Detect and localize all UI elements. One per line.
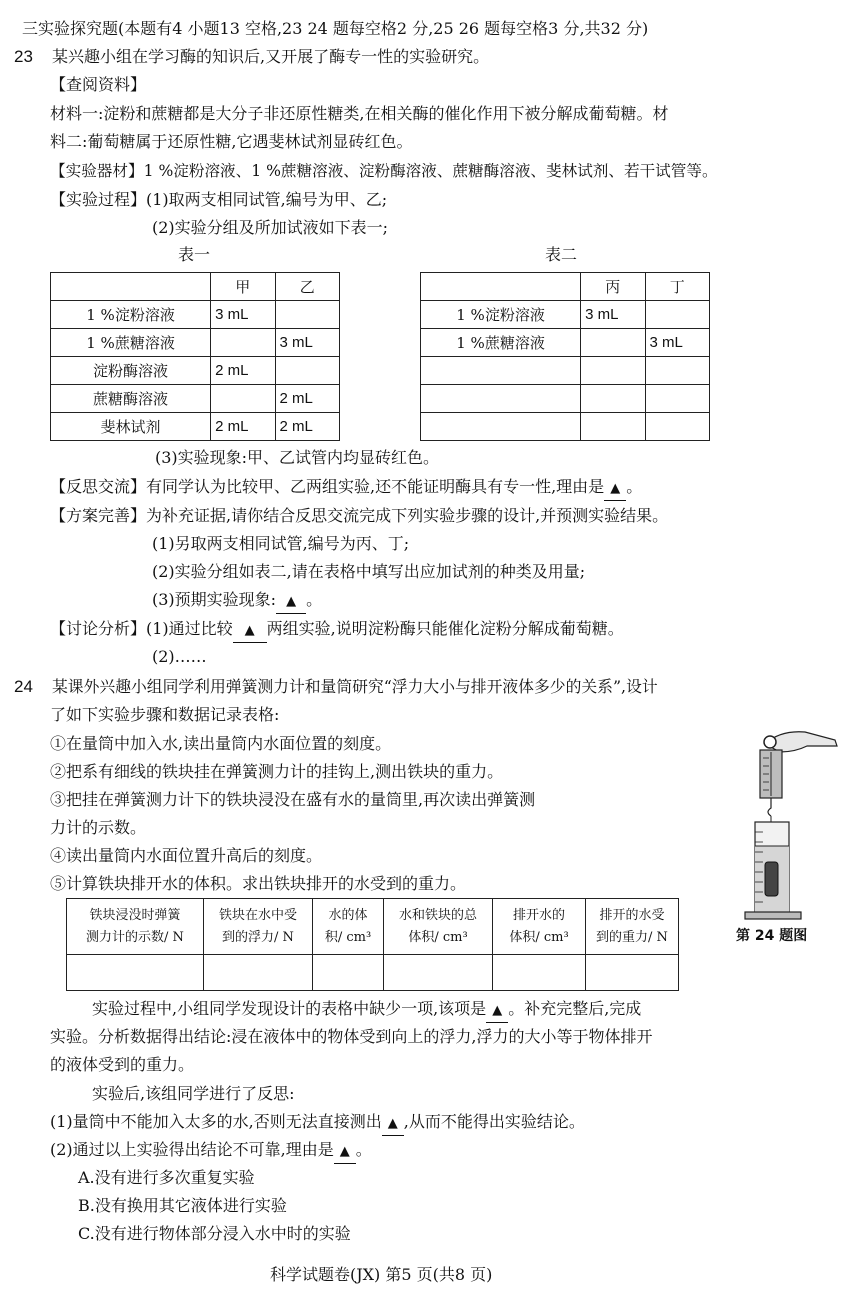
table-cell bbox=[421, 385, 581, 413]
table-cell bbox=[581, 357, 645, 385]
header-line: 铁块在水中受 bbox=[218, 907, 297, 923]
table-row bbox=[51, 385, 340, 413]
table-cell bbox=[211, 385, 275, 413]
table-cell bbox=[645, 357, 709, 385]
answer-blank[interactable] bbox=[276, 591, 306, 614]
table1-header-yi: 乙 bbox=[275, 273, 339, 301]
header-line: 到的重力/ N bbox=[596, 929, 668, 945]
table-cell[interactable] bbox=[313, 955, 384, 991]
header-cell bbox=[384, 899, 493, 955]
q24-step1: ①在量筒中加入水,读出量筒内水面位置的刻度。 bbox=[50, 734, 392, 753]
answer-blank[interactable] bbox=[382, 1113, 404, 1136]
header-line: 排开水的 bbox=[512, 907, 565, 923]
table-row bbox=[51, 357, 340, 385]
table-cell[interactable] bbox=[204, 955, 313, 991]
q24-reflect2-end: 。 bbox=[355, 1140, 372, 1159]
table-cell bbox=[421, 413, 581, 441]
table-cell bbox=[275, 357, 339, 385]
table-cell: 2 mL bbox=[211, 413, 275, 441]
q24-para1b: 实验。分析数据得出结论:浸在液体中的物体受到向上的浮力,浮力的大小等于物体排开 bbox=[50, 1027, 653, 1046]
header-line: 到的浮力/ N bbox=[222, 929, 294, 945]
spring-scale-cylinder-figure bbox=[725, 722, 850, 922]
triangle-mark-icon: ▲ bbox=[492, 1003, 503, 1018]
table-cell: 1 %蔗糖溶液 bbox=[51, 329, 211, 357]
table-cell: 3 mL bbox=[581, 301, 645, 329]
table-cell[interactable] bbox=[493, 955, 586, 991]
q24-reflect1-text: (1)量筒中不能加入太多的水,否则无法直接测出 bbox=[50, 1112, 382, 1131]
q24-reflect2 bbox=[50, 1139, 372, 1164]
table-cell: 1 %淀粉溶液 bbox=[421, 301, 581, 329]
option-c[interactable]: C.没有进行物体部分浸入水中时的实验 bbox=[78, 1224, 351, 1243]
table-cell: 2 mL bbox=[275, 385, 339, 413]
table-cell: 2 mL bbox=[211, 357, 275, 385]
q24-para1a bbox=[92, 998, 641, 1023]
q23-process3: (3)实验现象:甲、乙试管内均显砖红色。 bbox=[155, 448, 440, 467]
table-cell: 斐林试剂 bbox=[51, 413, 211, 441]
table-one bbox=[50, 272, 340, 441]
table-cell: 1 %淀粉溶液 bbox=[51, 301, 211, 329]
table-cell: 3 mL bbox=[211, 301, 275, 329]
section-header: 三实验探究题(本题有4 小题13 空格,23 24 题每空格2 分,25 26 题每空格3 分,共32 分) bbox=[22, 19, 649, 38]
table-cell bbox=[645, 301, 709, 329]
q24-step3b: 力计的示数。 bbox=[50, 818, 147, 837]
table2-header-bing: 丙 bbox=[581, 273, 645, 301]
q24-reflect1 bbox=[50, 1111, 585, 1136]
q23-process2: (2)实验分组及所加试液如下表一; bbox=[152, 218, 389, 237]
header-line: 测力计的示数/ N bbox=[86, 929, 184, 945]
q23-plan2: (2)实验分组如表二,请在表格中填写出应加试剂的种类及用量; bbox=[152, 562, 586, 581]
q24-reflect1-text2: ,从而不能得出实验结论。 bbox=[403, 1112, 585, 1131]
triangle-mark-icon: ▲ bbox=[610, 481, 621, 496]
answer-blank[interactable] bbox=[486, 1000, 508, 1023]
q23-plan3-end: 。 bbox=[306, 590, 323, 609]
q24-step3a: ③把挂在弹簧测力计下的铁块浸没在盛有水的量筒里,再次读出弹簧测 bbox=[50, 790, 536, 809]
q24-para2: 实验后,该组同学进行了反思: bbox=[92, 1084, 295, 1103]
q23-material1a: 材料一:淀粉和蔗糖都是大分子非还原性糖类,在相关酶的催化作用下被分解成葡萄糖。材 bbox=[50, 104, 669, 123]
table1-title: 表一 bbox=[178, 245, 211, 264]
answer-blank[interactable] bbox=[233, 620, 267, 643]
table-row bbox=[51, 413, 340, 441]
page-footer: 科学试题卷(JX) 第5 页(共8 页) bbox=[270, 1265, 493, 1284]
answer-blank[interactable] bbox=[334, 1141, 356, 1164]
table-row bbox=[421, 357, 710, 385]
table1-header-blank bbox=[51, 273, 211, 301]
q23-reflect-text: 【反思交流】有同学认为比较甲、乙两组实验,还不能证明酶具有专一性,理由是 bbox=[50, 477, 605, 496]
triangle-mark-icon: ▲ bbox=[339, 1144, 350, 1159]
header-line: 水和铁块的总 bbox=[398, 907, 477, 923]
triangle-mark-icon: ▲ bbox=[286, 594, 297, 609]
header-cell bbox=[493, 899, 586, 955]
q23-plan3-text: (3)预期实验现象: bbox=[152, 590, 277, 609]
table-row bbox=[421, 301, 710, 329]
q23-intro: 某兴趣小组在学习酶的知识后,又开展了酶专一性的实验研究。 bbox=[52, 47, 490, 66]
q24-para1a-text: 实验过程中,小组同学发现设计的表格中缺少一项,该项是 bbox=[92, 999, 487, 1018]
q24-step2: ②把系有细线的铁块挂在弹簧测力计的挂钩上,测出铁块的重力。 bbox=[50, 762, 504, 781]
header-cell bbox=[67, 899, 204, 955]
answer-blank[interactable] bbox=[604, 478, 626, 501]
q23-plan1: (1)另取两支相同试管,编号为丙、丁; bbox=[152, 534, 410, 553]
question-number-23: 23 bbox=[14, 47, 33, 66]
header-cell bbox=[204, 899, 313, 955]
q23-reflect-end: 。 bbox=[626, 477, 643, 496]
header-line: 体积/ cm³ bbox=[408, 929, 468, 945]
table-cell: 2 mL bbox=[275, 413, 339, 441]
table-row bbox=[51, 329, 340, 357]
q23-material1b: 料二:葡萄糖属于还原性糖,它遇斐林试剂显砖红色。 bbox=[50, 132, 413, 151]
triangle-mark-icon: ▲ bbox=[244, 623, 255, 638]
header-cell bbox=[586, 899, 679, 955]
q24-step5: ⑤计算铁块排开水的体积。求出铁块排开的水受到的重力。 bbox=[50, 874, 467, 893]
table-cell bbox=[645, 413, 709, 441]
question-number-24: 24 bbox=[14, 677, 33, 696]
header-line: 积/ cm³ bbox=[324, 929, 372, 945]
table-row bbox=[51, 301, 340, 329]
option-b[interactable]: B.没有换用其它液体进行实验 bbox=[78, 1196, 287, 1215]
table-cell bbox=[421, 357, 581, 385]
table1-header-jia: 甲 bbox=[211, 273, 275, 301]
table-row bbox=[421, 329, 710, 357]
header-cell bbox=[313, 899, 384, 955]
table-cell bbox=[275, 301, 339, 329]
q23-process1: 【实验过程】(1)取两支相同试管,编号为甲、乙; bbox=[50, 190, 388, 209]
table-cell: 蔗糖酶溶液 bbox=[51, 385, 211, 413]
table-two bbox=[420, 272, 710, 441]
q24-step4: ④读出量筒内水面位置升高后的刻度。 bbox=[50, 846, 323, 865]
q24-reflect2-text: (2)通过以上实验得出结论不可靠,理由是 bbox=[50, 1140, 334, 1159]
q23-discuss2: (2)…… bbox=[152, 647, 207, 666]
q24-para1a-text2: 。补充完整后,完成 bbox=[508, 999, 642, 1018]
table-cell: 1 %蔗糖溶液 bbox=[421, 329, 581, 357]
figure-caption: 第 24 题图 bbox=[736, 928, 808, 944]
q24-intro-b: 了如下实验步骤和数据记录表格: bbox=[50, 705, 280, 724]
table2-header-ding: 丁 bbox=[645, 273, 709, 301]
q23-plan: 【方案完善】为补充证据,请你结合反思交流完成下列实验步骤的设计,并预测实验结果。 bbox=[50, 506, 669, 525]
header-line: 体积/ cm³ bbox=[509, 929, 569, 945]
q23-discuss bbox=[50, 618, 624, 643]
table-cell: 3 mL bbox=[275, 329, 339, 357]
table-cell: 淀粉酶溶液 bbox=[51, 357, 211, 385]
q23-reflect bbox=[50, 476, 642, 501]
table-row bbox=[67, 955, 679, 991]
q24-para1c: 的液体受到的重力。 bbox=[50, 1055, 195, 1074]
header-line: 铁块浸没时弹簧 bbox=[89, 907, 181, 923]
table-cell bbox=[645, 385, 709, 413]
table-cell: 3 mL bbox=[645, 329, 709, 357]
table-cell bbox=[581, 413, 645, 441]
q23-discuss-text: 【讨论分析】(1)通过比较 bbox=[50, 619, 233, 638]
table-cell[interactable] bbox=[384, 955, 493, 991]
q24-intro-a: 某课外兴趣小组同学利用弹簧测力计和量筒研究“浮力大小与排开液体多少的关系”,设计 bbox=[52, 677, 658, 696]
q23-ref-title: 【查阅资料】 bbox=[50, 75, 147, 94]
table-cell bbox=[581, 385, 645, 413]
table-cell[interactable] bbox=[67, 955, 204, 991]
option-a[interactable]: A.没有进行多次重复实验 bbox=[78, 1168, 255, 1187]
table-row bbox=[421, 385, 710, 413]
header-line: 排开的水受 bbox=[599, 907, 665, 923]
table-cell bbox=[581, 329, 645, 357]
table-row bbox=[421, 413, 710, 441]
q23-plan3 bbox=[152, 589, 322, 614]
triangle-mark-icon: ▲ bbox=[387, 1116, 398, 1131]
header-line: 水的体 bbox=[328, 907, 368, 923]
table-cell[interactable] bbox=[586, 955, 679, 991]
table2-header-blank bbox=[421, 273, 581, 301]
q23-discuss-text2: 两组实验,说明淀粉酶只能催化淀粉分解成葡萄糖。 bbox=[266, 619, 624, 638]
table-cell bbox=[211, 329, 275, 357]
table2-title: 表二 bbox=[545, 245, 578, 264]
data-record-table bbox=[66, 898, 679, 991]
q23-equipment: 【实验器材】1 %淀粉溶液、1 %蔗糖溶液、淀粉酶溶液、蔗糖酶溶液、斐林试剂、若干试管等。 bbox=[50, 162, 718, 180]
